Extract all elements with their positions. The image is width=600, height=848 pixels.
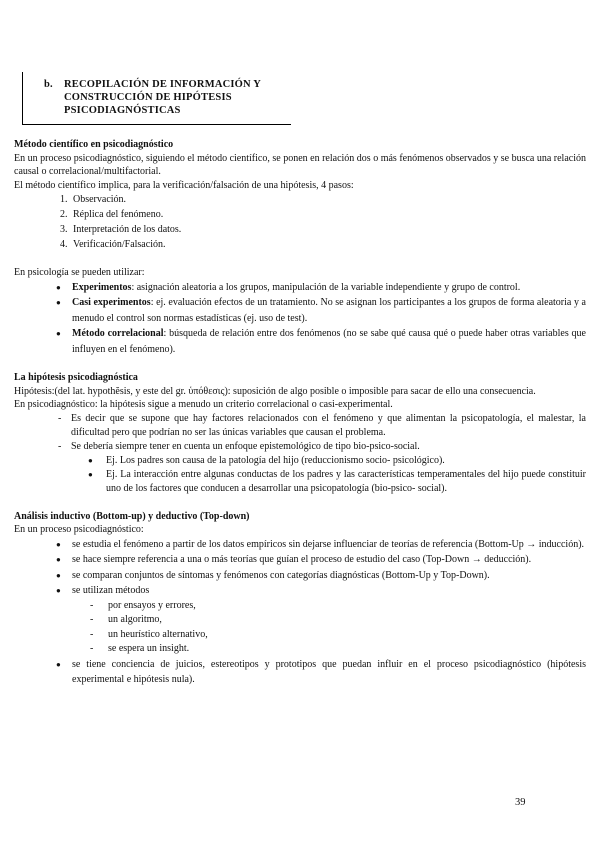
term-casi-experimentos: Casi experimentos	[72, 297, 151, 308]
term-metodo-correlacional: Método correlacional	[72, 328, 164, 339]
list-item: ● se hace siempre referencia a una o más teorías que guían el proceso de estudio del caso (Top-Down → deducción).	[14, 552, 586, 568]
heading-metodo: Método científico en psicodiagnóstico	[14, 139, 174, 150]
list-item: ● Ej. La interacción entre algunas conductas de los padres y las características temperamentales del hijo puede constituir uno de los factores que conducen a desarrollar una psicopatología (bio-psico- social).	[14, 468, 586, 496]
section-title-text: RECOPILACIÓN DE INFORMACIÓN Y CONSTRUCCIÓN DE HIPÓTESIS PSICODIAGNÓSTICAS	[64, 79, 261, 116]
metodo-paragraph-1: En un proceso psicodiagnóstico, siguiendo el método científico, se ponen en relación dos o más fenómenos observados y se busca una relación causal o correlacional/multifactorial.	[14, 152, 586, 177]
methods-dash-list	[14, 599, 586, 657]
list-item: - un heurístico alternativo,	[14, 628, 586, 643]
list-item	[14, 326, 586, 357]
step-item: 4. Verificación/Falsación.	[70, 237, 586, 252]
step-item: 2. Réplica del fenómeno.	[70, 207, 586, 222]
analisis-bullet-list	[14, 537, 586, 599]
list-item: - un algoritmo,	[14, 613, 586, 628]
step-item: 3. Interpretación de los datos.	[70, 222, 586, 237]
section-number: b.	[44, 79, 53, 90]
step-item: 1. Observación.	[70, 192, 586, 207]
hipotesis-paragraph-2: En psicodiagnóstico: la hipótesis sigue a menudo un criterio correlacional o casi-experimental.	[14, 399, 393, 410]
steps-list	[14, 192, 586, 252]
methods-bullet-list	[14, 280, 586, 358]
term-description: : ej. evaluación efectos de un tratamiento. No se asignan los participantes a los grupos de forma aleatoria y a menudo el control son normas estadísticas (ej. uso de test).	[72, 297, 586, 324]
term-description: : asignación aleatoria a los grupos, manipulación de la variable independiente y grupo de control.	[131, 281, 521, 293]
list-item: - Se debería siempre tener en cuenta un enfoque epistemológico de tipo bio-psico-social.	[14, 440, 586, 454]
list-item: ● Ej. Los padres son causa de la patología del hijo (reduccionismo socio- psicológico).	[14, 454, 586, 468]
list-item: ● se estudia el fenómeno a partir de los datos empíricos sin dejarse influenciar de teorías de referencia (Bottom-Up → inducción).	[14, 537, 586, 553]
list-item: - se espera un insight.	[14, 642, 586, 657]
page-number: 39	[515, 797, 526, 808]
term-description: : búsqueda de relación entre dos fenómenos (no se sabe qué causa qué o puede haber otras variables que influyen en el fenómeno).	[72, 328, 586, 355]
list-item: ● se utilizan métodos	[14, 583, 586, 599]
list-item	[14, 295, 586, 326]
document-body	[14, 138, 586, 688]
term-experimentos: Experimentos	[72, 281, 132, 293]
list-item: - por ensayos y errores,	[14, 599, 586, 614]
hipotesis-paragraph-1: Hipótesis:(del lat. hypothĕsis, y este del gr. ὑπόθεσις): suposición de algo posible o imposible para sacar de ello una consecuencia.	[14, 385, 536, 397]
list-item: ● se comparan conjuntos de síntomas y fenómenos con categorías diagnósticas (Bottom-Up y Top-Down).	[14, 568, 586, 584]
heading-analisis: Análisis inductivo (Bottom-up) y deductivo (Top-down)	[14, 510, 250, 522]
list-item	[14, 280, 586, 296]
hipotesis-sub-list	[14, 454, 586, 496]
heading-hipotesis: La hipótesis psicodiagnóstica	[14, 372, 138, 383]
list-item: - Es decir que se supone que hay factores relacionados con el fenómeno y que alimentan la psicopatología, el malestar, la dificultad pero que podrían no ser las únicas variables que causan el problema.	[14, 412, 586, 440]
hipotesis-dash-list	[14, 412, 586, 454]
analisis-intro: En un proceso psicodiagnóstico:	[14, 524, 144, 535]
list-item: ● se tiene conciencia de juicios, estereotipos y prototipos que puedan influir en el proceso psicodiagnóstico (hipótesis experimental e hipótesis nula).	[14, 657, 586, 688]
analisis-bullet-list-2	[14, 657, 586, 688]
metodo-intro: En psicología se pueden utilizar:	[14, 267, 145, 278]
metodo-paragraph-2: El método científico implica, para la verificación/falsación de una hipótesis, 4 pasos:	[14, 179, 354, 191]
